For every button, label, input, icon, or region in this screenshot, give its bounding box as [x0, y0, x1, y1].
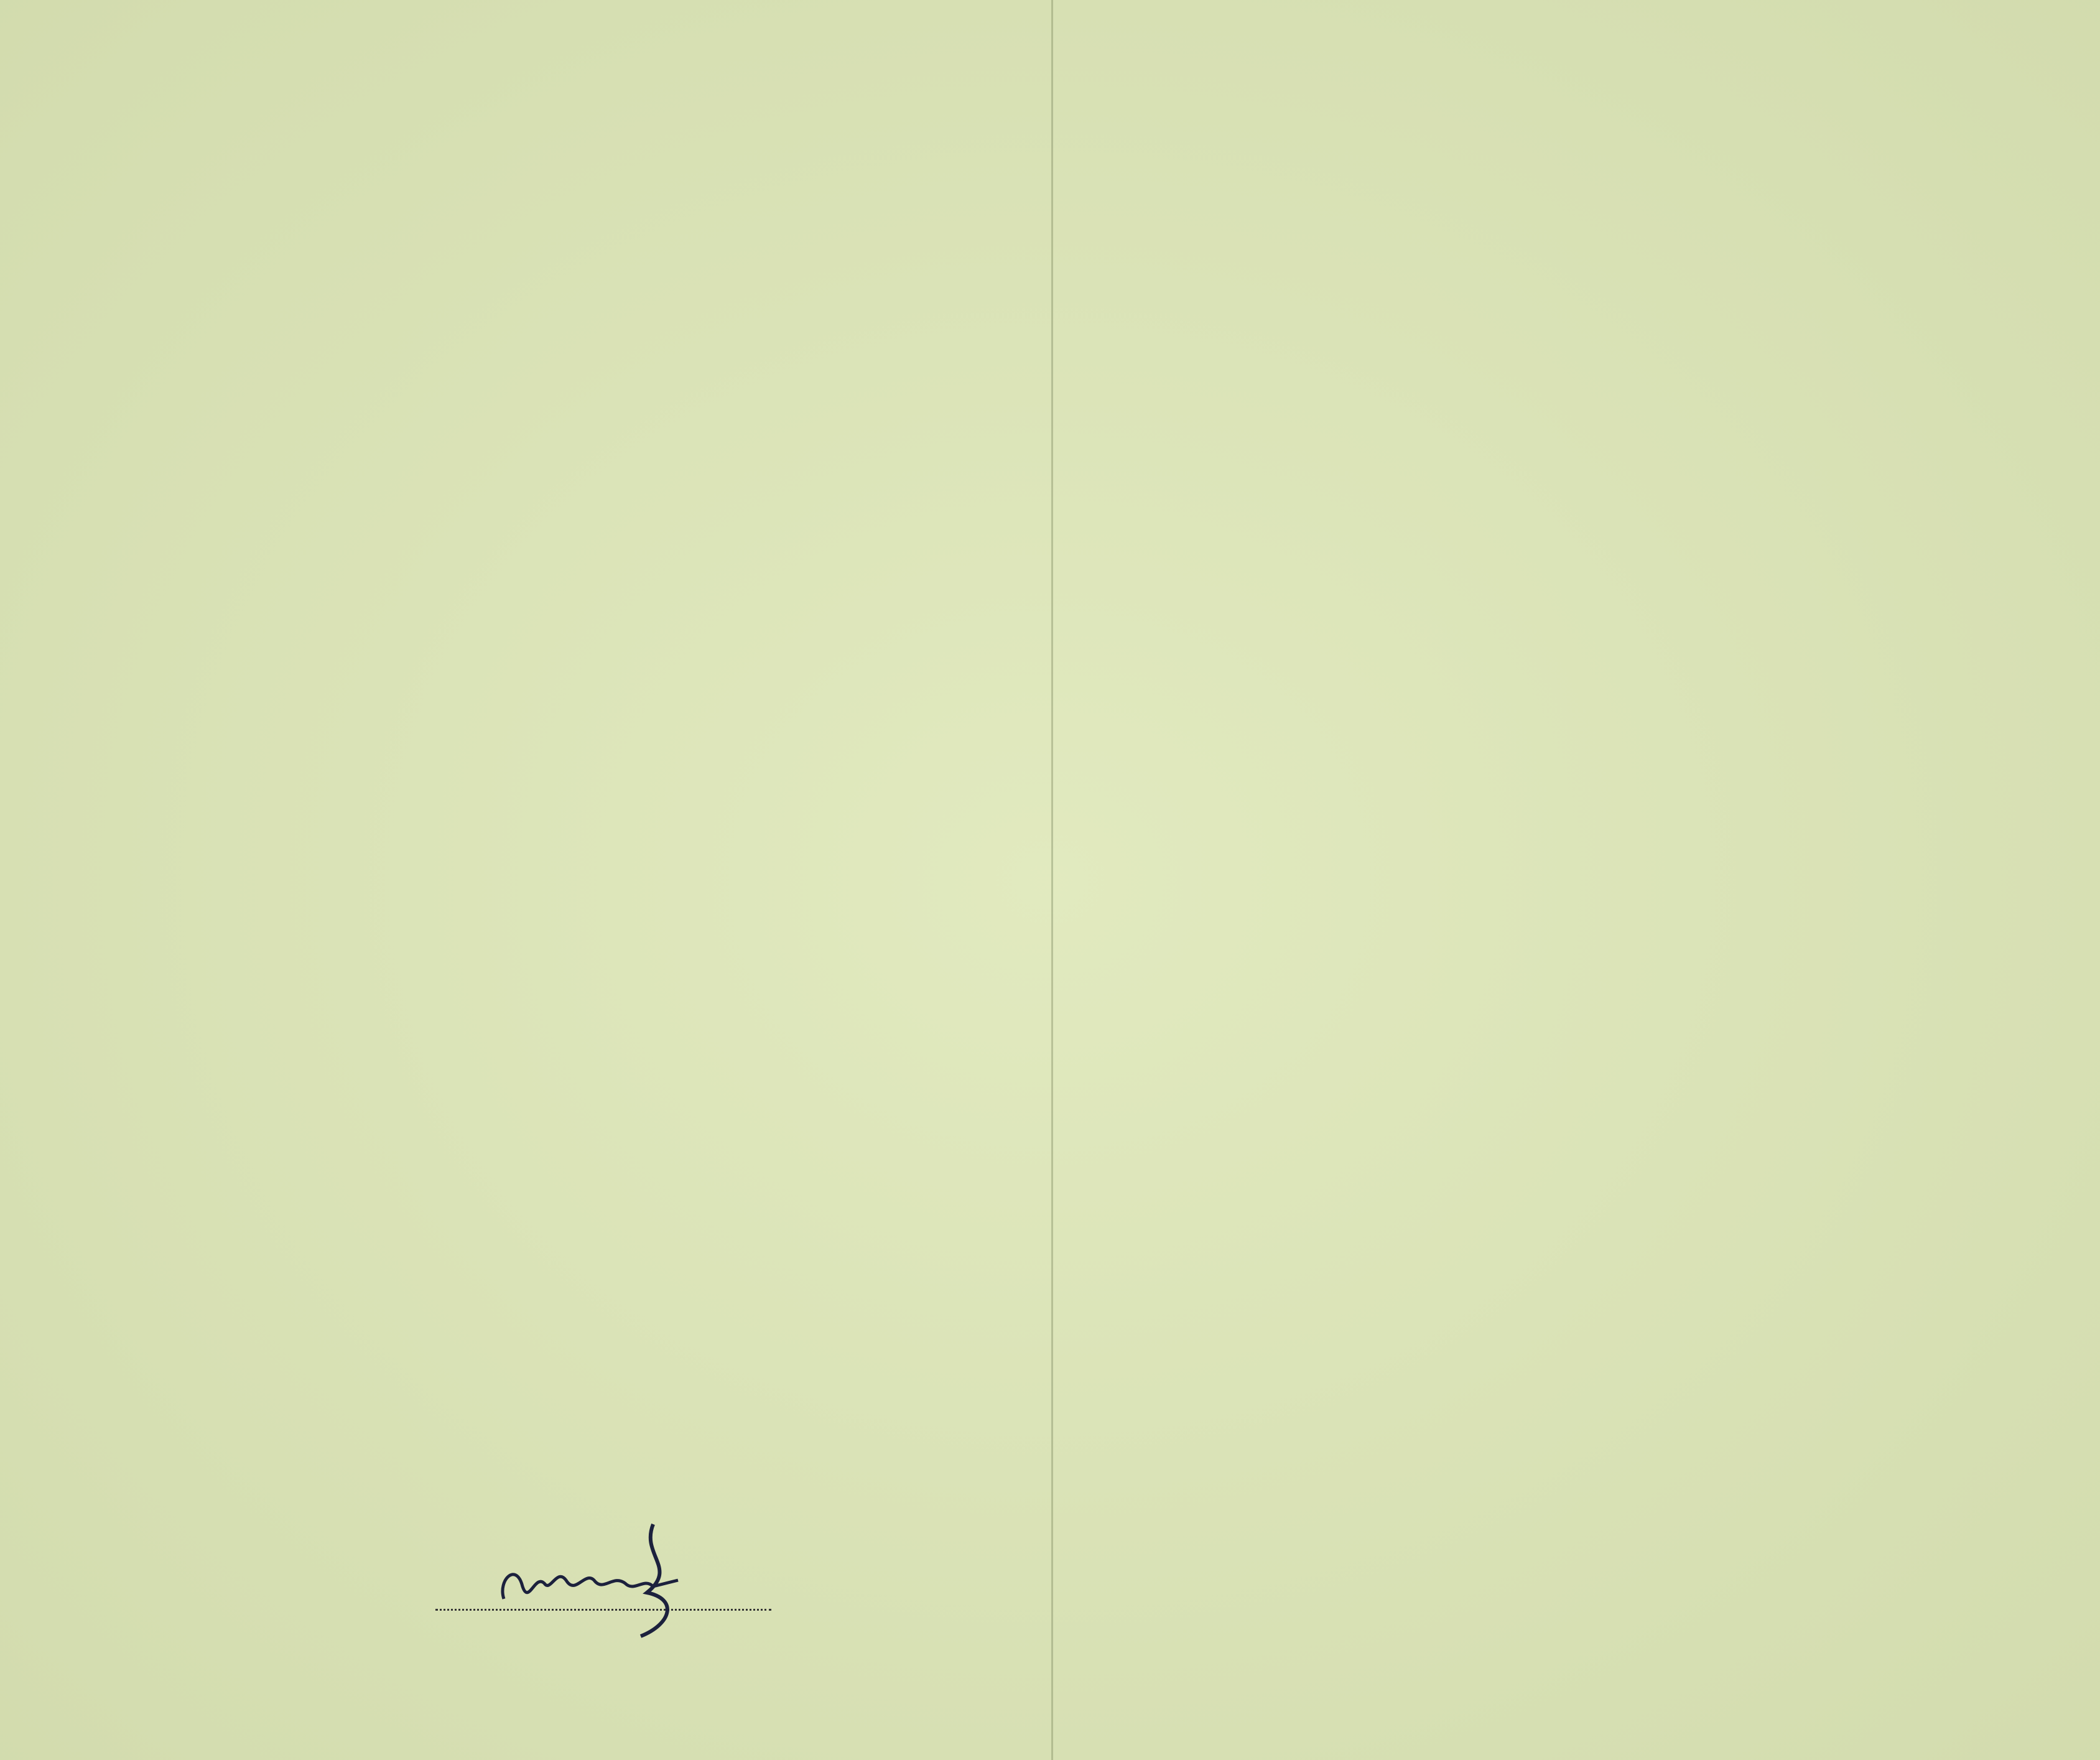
handwritten-signature	[491, 1518, 715, 1642]
